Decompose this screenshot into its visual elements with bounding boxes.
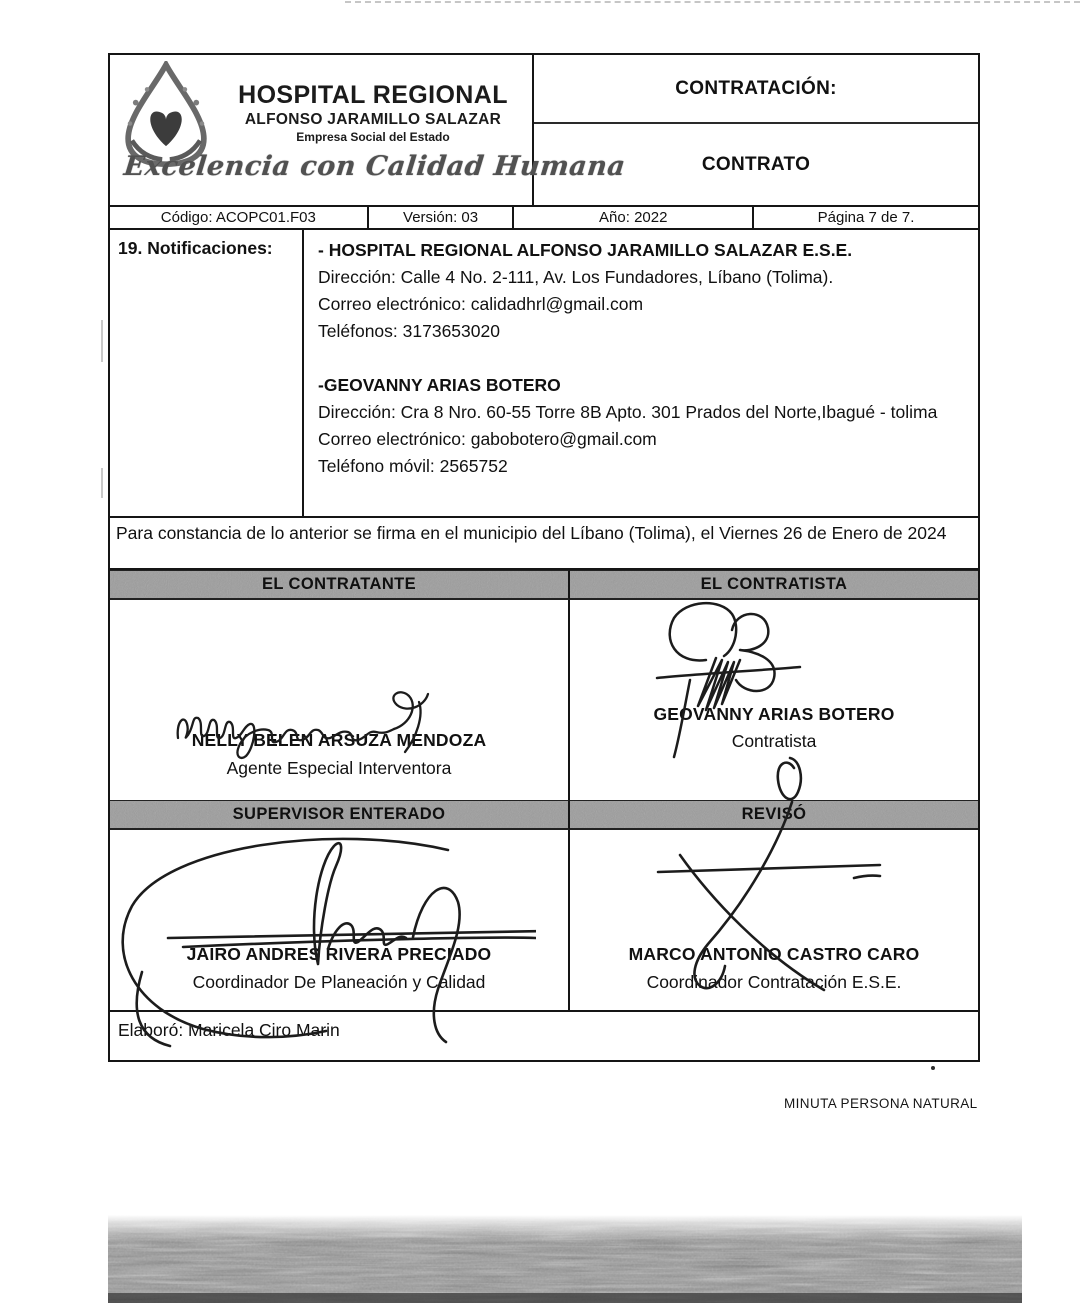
supervisor-name: JAIRO ANDRES RIVERA PRECIADO: [186, 944, 492, 964]
reviso-header-label: REVISÓ: [741, 805, 807, 823]
footer-note: MINUTA PERSONA NATURAL: [784, 1096, 978, 1111]
header-code-row: [110, 205, 978, 228]
version-cell: Versión: 03: [369, 207, 515, 228]
scan-artifact-band: [108, 1215, 1022, 1303]
contratante-signature-cell: [110, 600, 570, 800]
contrato-label: CONTRATO: [701, 153, 811, 175]
entity1-name: - HOSPITAL REGIONAL ALFONSO JARAMILLO SALAZAR E.S.E.: [318, 240, 853, 260]
year-cell: Año: 2022: [514, 207, 754, 228]
entity1-phone: Teléfonos: 3173653020: [318, 321, 500, 341]
notifications-row-label: 19. Notificaciones:: [110, 230, 304, 516]
contratista-name: GEOVANNY ARIAS BOTERO: [653, 704, 895, 724]
scan-artifact-dot: [931, 1066, 935, 1070]
supervisor-role: Coordinador De Planeación y Calidad: [192, 972, 486, 992]
supervisor-header-label: SUPERVISOR ENTERADO: [232, 805, 446, 823]
header-logo-cell: [110, 55, 628, 205]
header-contract-cell: [534, 55, 978, 205]
contratista-header-bar: [570, 570, 978, 600]
contratista-role: Contratista: [731, 731, 817, 751]
reviso-signature-cell: [570, 830, 978, 1010]
scan-artifact-left: [101, 320, 103, 362]
document-header-table: [108, 53, 980, 230]
notifications-table: [108, 228, 980, 518]
contratante-header-bar: [110, 570, 570, 600]
reviso-name: MARCO ANTONIO CASTRO CARO: [628, 944, 920, 964]
page-number-cell: Página 7 de 7.: [817, 209, 915, 226]
closing-statement: Para constancia de lo anterior se firma en el municipio del Líbano (Tolima), el Viernes 26 de Enero de 2024: [108, 516, 980, 570]
entity2-name: -GEOVANNY ARIAS BOTERO: [318, 375, 561, 395]
entity2-email: Correo electrónico: gabobotero@gmail.com: [318, 429, 657, 449]
noise-band: [108, 1215, 1022, 1303]
org-name-line3: Empresa Social del Estado: [296, 130, 450, 144]
contratista-signature-cell: [570, 600, 978, 800]
supervisor-signature-cell: [110, 830, 570, 1010]
reviso-header-bar: [570, 800, 978, 830]
signature-table: [108, 568, 980, 1062]
scan-artifact-top: [345, 1, 1080, 3]
entity1-address: Dirección: Calle 4 No. 2-111, Av. Los Fundadores, Líbano (Tolima).: [318, 267, 834, 287]
contratacion-label: CONTRATACIÓN:: [534, 55, 978, 124]
org-name-line2: ALFONSO JARAMILLO SALAZAR: [244, 111, 502, 128]
contratista-header-label: EL CONTRATISTA: [700, 575, 848, 593]
scan-artifact-left: [101, 468, 103, 498]
entity1-email: Correo electrónico: calidadhrl@gmail.com: [318, 294, 644, 314]
entity2-phone: Teléfono móvil: 2565752: [318, 456, 508, 476]
notifications-body: [306, 230, 978, 516]
org-name-line1: HOSPITAL REGIONAL: [238, 81, 508, 109]
reviso-role: Coordinador Contratación E.S.E.: [646, 972, 902, 992]
contratante-header-label: EL CONTRATANTE: [261, 575, 417, 593]
contratante-role: Agente Especial Interventora: [226, 758, 452, 778]
entity2-address: Dirección: Cra 8 Nro. 60-55 Torre 8B Apto. 301 Prados del Norte,Ibagué - tolima: [318, 402, 938, 422]
blank-line: [318, 345, 964, 372]
org-slogan: Excelencia con Calidad Humana: [122, 151, 628, 182]
supervisor-header-bar: [110, 800, 570, 830]
elaboro-row: Elaboró: Maricela Ciro Marin: [110, 1010, 978, 1060]
code-cell: Código: ACOPC01.F03: [110, 207, 369, 228]
contratante-name: NELLY BELEN ARSUZA MENDOZA: [191, 730, 487, 750]
